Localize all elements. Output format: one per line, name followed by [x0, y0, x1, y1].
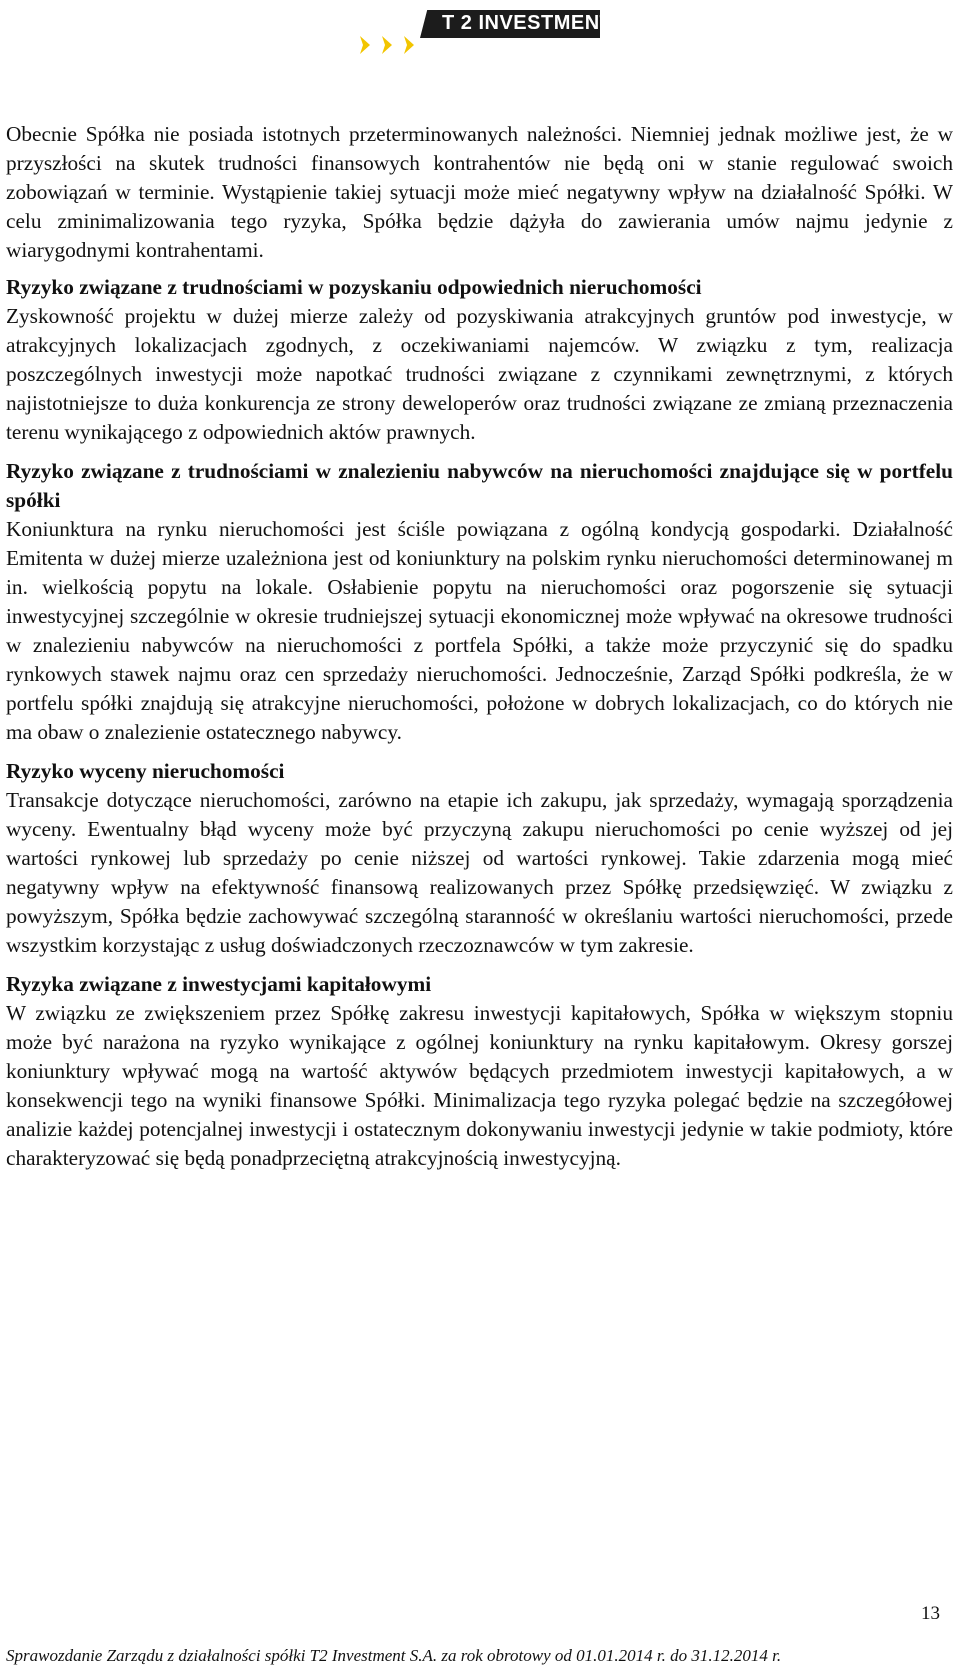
- section-title: Ryzyko związane z trudnościami w pozyskaniu odpowiednich nieruchomości: [6, 275, 702, 299]
- company-logo: [360, 8, 620, 60]
- section-body: W związku ze zwiększeniem przez Spółkę zakresu inwestycji kapitałowych, Spółka w większym stopniu może być narażona na ryzyko wynikające z ogólnej koniunktury na rynku kapitałowym. Okresy gorszej koniunktury wpływać mogą na wartość aktywów będących przedmiotem inwestycji kapitałowych, a w konsekwencji tego na wyniki finansowe Spółki. Minimalizacja tego ryzyka polegać będzie na szczegółowej analizie każdej potencjalnej inwestycji i ostatecznym dokonywaniu inwestycji jedynie w takie podmioty, które charakteryzować się będą ponadprzeciętną atrakcyjnością inwestycyjną.: [6, 1001, 953, 1170]
- section-property-acquisition-risk: [6, 273, 953, 447]
- section-valuation-risk: [6, 757, 953, 960]
- section-body: Zyskowność projektu w dużej mierze zależy od pozyskiwania atrakcyjnych gruntów pod inwestycje, w atrakcyjnych lokalizacjach zgodnych, z oczekiwaniami najemców. W związku z tym, realizacja poszczególnych inwestycji może napotkać trudności związane z czynnikami zewnętrznymi, z których najistotniejsze to duża konkurencja ze strony deweloperów oraz trudności związane ze zmianą przeznaczenia terenu wynikającego z odpowiednich aktów prawnych.: [6, 304, 953, 444]
- intro-paragraph: Obecnie Spółka nie posiada istotnych przeterminowanych należności. Niemniej jednak możliwe jest, że w przyszłości na skutek trudności finansowych kontrahentów nie będą oni w stanie regulować swoich zobowiązań w terminie. Wystąpienie takiej sytuacji może mieć negatywny wpływ na działalność Spółki. W celu zminimalizowania tego ryzyka, Spółka będzie dążyła do zawierania umów najmu jedynie z wiarygodnymi kontrahentami.: [6, 122, 953, 262]
- section-body: Transakcje dotyczące nieruchomości, zarówno na etapie ich zakupu, jak sprzedaży, wymagają sporządzenia wyceny. Ewentualny błąd wyceny może być przyczyną zakupu nieruchomości po cenie wyższej od jej wartości rynkowej lub sprzedaży po cenie niższej od wartości rynkowej. Takie zdarzenia mogą mieć negatywny wpływ na efektywność finansową realizowanych przez Spółkę przedsięwzięć. W związku z powyższym, Spółka będzie zachowywać szczególną staranność w określaniu wartości nieruchomości, przede wszystkim korzystając z usług doświadczonych rzeczoznawców w tym zakresie.: [6, 788, 953, 957]
- logo-arrows-icon: [360, 34, 430, 56]
- section-title: Ryzyka związane z inwestycjami kapitałowymi: [6, 972, 432, 996]
- document-body: [6, 120, 953, 1183]
- section-title: Ryzyko wyceny nieruchomości: [6, 759, 285, 783]
- page-footer: Sprawozdanie Zarządu z działalności spółki T2 Investment S.A. za rok obrotowy od 01.01.2014 r. do 31.12.2014 r.: [6, 1646, 782, 1665]
- section-buyer-finding-risk: [6, 457, 953, 747]
- page-number: 13: [921, 1603, 940, 1624]
- logo-text: T 2 INVESTMENT: [442, 12, 613, 34]
- section-body: Koniunktura na rynku nieruchomości jest ściśle powiązana z ogólną kondycją gospodarki. Działalność Emitenta w dużej mierze uzależniona jest od koniunktury na polskim rynku nieruchomości determinowanej m in. wielkością popytu na lokale. Osłabienie popytu na nieruchomości oraz pogorszenie się sytuacji inwestycyjnej szczególnie w okresie trudniejszej sytuacji ekonomicznej może wpływać na okresowe trudności w znalezieniu nabywców na nieruchomości z portfela Spółki, a także może przyczynić się do spadku rynkowych stawek najmu oraz cen sprzedaży nieruchomości. Jednocześnie, Zarząd Spółki podkreśla, że w portfelu spółki znajdują się atrakcyjne nieruchomości, położone w dobrych lokalizacjach, co do których nie ma obaw o znalezienie ostatecznego nabywcy.: [6, 517, 953, 744]
- section-title: Ryzyko związane z trudnościami w znalezieniu nabywców na nieruchomości znajdujące się w portfelu spółki: [6, 459, 953, 512]
- section-capital-investment-risk: [6, 970, 953, 1173]
